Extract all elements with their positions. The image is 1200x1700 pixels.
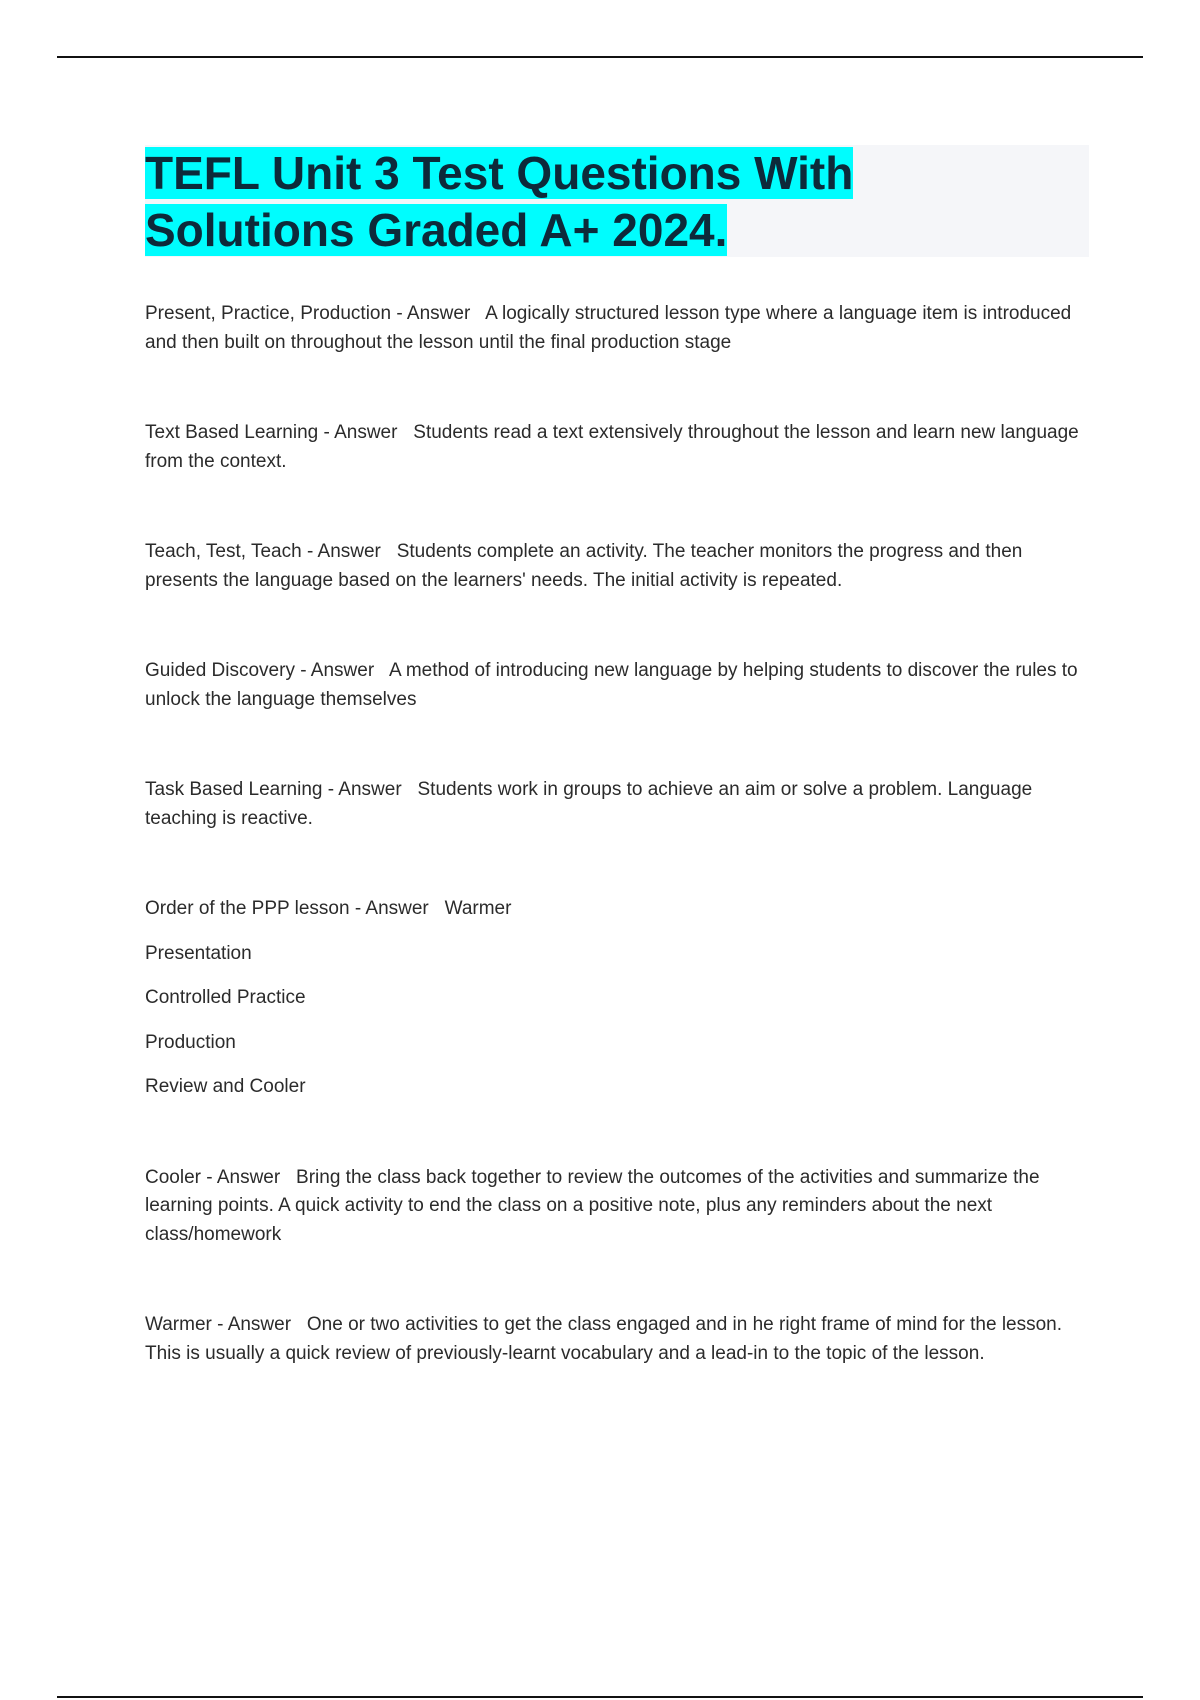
qa-term: Guided Discovery bbox=[145, 660, 295, 681]
qa-item: Order of the PPP lesson - Answer Warmer bbox=[145, 898, 512, 919]
qa-answer-label: Answer bbox=[334, 422, 398, 443]
qa-term: Warmer bbox=[145, 1314, 212, 1335]
qa-answer: A method of introducing new language by helping students to discover the rules to unlock the language themselves bbox=[145, 660, 1078, 710]
qa-answer: One or two activities to get the class engaged and in he right frame of mind for the lesson. This is usually a quick review of previously-learnt vocabulary and a lead-in to the topic of the lesson. bbox=[145, 1314, 1063, 1364]
qa-term: Present, Practice, Production bbox=[145, 303, 392, 324]
qa-item: Text Based Learning - Answer Students read a text extensively throughout the lesson and learn new language from the context. bbox=[145, 422, 1079, 472]
qa-term: Text Based Learning bbox=[145, 422, 319, 443]
ppp-stage: Review and Cooler bbox=[145, 1076, 306, 1097]
qa-answer-label: Answer bbox=[406, 303, 471, 324]
ppp-stage: Presentation bbox=[145, 942, 252, 964]
qa-answer-label: Answer bbox=[216, 1166, 281, 1188]
qa-item: Teach, Test, Teach - Answer Students complete an activity. The teacher monitors the progress and then presents the language based on the learners' needs. The initial activity is repeated. bbox=[145, 541, 1023, 591]
document-title bbox=[145, 145, 1089, 259]
qa-answer-label: Answer bbox=[310, 660, 375, 681]
qa-item: Warmer - Answer One or two activities to get the class engaged and in he right frame of mind for the lesson. This is usually a quick review of previously-learnt vocabulary and a lead-in to the topic of the lesson. bbox=[145, 1314, 1063, 1364]
qa-answer: Students complete an activity. The teacher monitors the progress and then presents the language based on the learners' needs. The initial activity is repeated. bbox=[145, 541, 1023, 591]
top-rule bbox=[57, 56, 1143, 58]
qa-answer-label: Answer bbox=[365, 898, 429, 919]
qa-item: Present, Practice, Production - Answer A logically structured lesson type where a language item is introduced and then built on throughout the lesson until the final production stage bbox=[145, 303, 1072, 353]
qa-item: Guided Discovery - Answer A method of introducing new language by helping students to discover the rules to unlock the language themselves bbox=[145, 660, 1078, 710]
title-line-2: Solutions Graded A+ 2024. bbox=[145, 204, 728, 256]
qa-answer-label: Answer bbox=[227, 1314, 292, 1335]
qa-answer: Students read a text extensively throughout the lesson and learn new language from the context. bbox=[145, 422, 1079, 472]
ppp-stage: Controlled Practice bbox=[145, 987, 306, 1008]
qa-answer-label: Answer bbox=[338, 779, 402, 800]
qa-answer: Bring the class back together to review the outcomes of the activities and summarize the learning points. A quick activity to end the class on a positive note, plus any reminders about the next class/homework bbox=[145, 1166, 1040, 1245]
qa-term: Order of the PPP lesson bbox=[145, 898, 350, 919]
bottom-rule bbox=[57, 1696, 1143, 1698]
qa-term: Task Based Learning bbox=[145, 779, 323, 800]
qa-answer: Warmer bbox=[444, 898, 512, 919]
title-line-1: TEFL Unit 3 Test Questions With bbox=[145, 147, 854, 199]
title-block bbox=[145, 145, 1089, 257]
qa-term: Cooler bbox=[145, 1166, 201, 1188]
qa-answer: Students work in groups to achieve an aim or solve a problem. Language teaching is reactive. bbox=[145, 779, 1033, 829]
qa-item: Task Based Learning - Answer Students work in groups to achieve an aim or solve a problem. Language teaching is reactive. bbox=[145, 779, 1033, 829]
qa-answer: A logically structured lesson type where a language item is introduced and then built on throughout the lesson until the final production stage bbox=[145, 303, 1072, 353]
qa-content bbox=[145, 300, 1085, 1368]
ppp-stage: Production bbox=[145, 1031, 236, 1053]
qa-term: Teach, Test, Teach bbox=[145, 541, 302, 562]
qa-item: Cooler - Answer Bring the class back together to review the outcomes of the activities and summarize the learning points. A quick activity to end the class on a positive note, plus any reminders about the next class/homework bbox=[145, 1166, 1040, 1245]
qa-answer-label: Answer bbox=[317, 541, 381, 562]
